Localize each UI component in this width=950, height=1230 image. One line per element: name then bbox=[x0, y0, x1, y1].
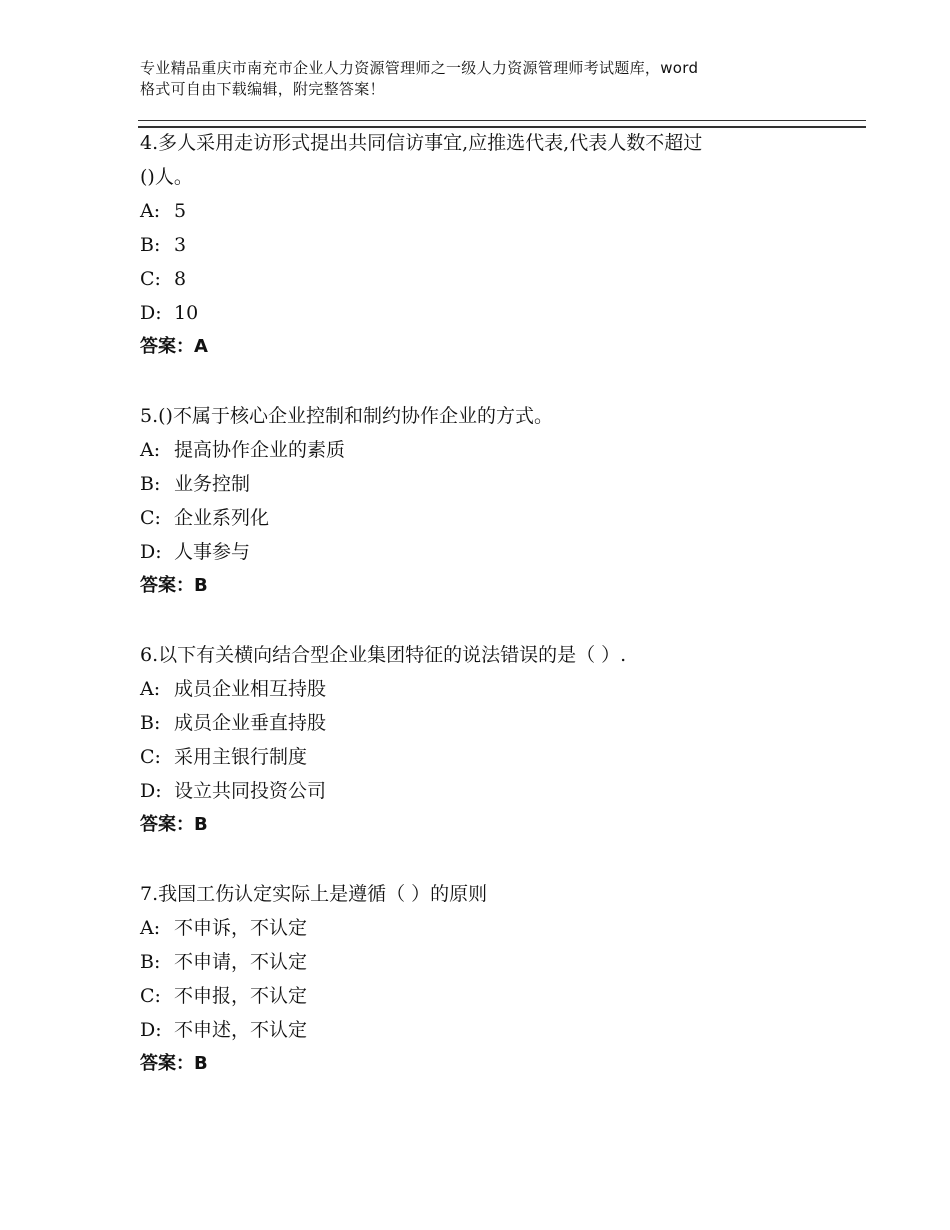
option-d bbox=[140, 774, 840, 808]
option-letter: A: bbox=[140, 917, 161, 939]
question-7 bbox=[140, 877, 840, 1081]
page-header bbox=[140, 58, 840, 100]
option-letter: C: bbox=[140, 268, 161, 290]
option-letter: D: bbox=[140, 1019, 162, 1041]
option-text: 业务控制 bbox=[174, 473, 251, 495]
question-stem bbox=[140, 399, 840, 433]
answer-label: 答案：B bbox=[140, 1053, 208, 1074]
option-letter: C: bbox=[140, 507, 161, 529]
option-letter: D: bbox=[140, 302, 162, 324]
option-letter: B: bbox=[140, 951, 161, 973]
option-text: 设立共同投资公司 bbox=[174, 780, 327, 802]
header-line-1: 专业精品重庆市南充市企业人力资源管理师之一级人力资源管理师考试题库，word bbox=[140, 59, 699, 77]
answer-label: 答案：A bbox=[140, 336, 208, 357]
option-c bbox=[140, 262, 840, 296]
option-d bbox=[140, 296, 840, 330]
question-stem-line-1: 5.()不属于核心企业控制和制约协作企业的方式。 bbox=[140, 405, 553, 427]
question-stem-line-2: ()人。 bbox=[140, 166, 193, 188]
option-text: 成员企业相互持股 bbox=[174, 678, 327, 700]
option-letter: A: bbox=[140, 678, 161, 700]
option-text: 10 bbox=[174, 302, 199, 324]
option-b bbox=[140, 945, 840, 979]
option-c bbox=[140, 979, 840, 1013]
question-stem-line-1: 6.以下有关横向结合型企业集团特征的说法错误的是（ ）. bbox=[140, 644, 627, 666]
option-text: 5 bbox=[174, 200, 187, 222]
option-letter: B: bbox=[140, 712, 161, 734]
option-letter: B: bbox=[140, 473, 161, 495]
option-c bbox=[140, 501, 840, 535]
option-text: 成员企业垂直持股 bbox=[174, 712, 327, 734]
question-6 bbox=[140, 638, 840, 842]
question-stem bbox=[140, 877, 840, 911]
option-text: 不申报，不认定 bbox=[174, 985, 308, 1007]
option-letter: D: bbox=[140, 780, 162, 802]
option-text: 人事参与 bbox=[174, 541, 251, 563]
answer-label: 答案：B bbox=[140, 814, 208, 835]
option-text: 不申请，不认定 bbox=[174, 951, 308, 973]
option-letter: A: bbox=[140, 200, 161, 222]
option-a bbox=[140, 433, 840, 467]
option-text: 8 bbox=[174, 268, 187, 290]
header-line-2: 格式可自由下载编辑，附完整答案！ bbox=[140, 80, 385, 98]
option-letter: A: bbox=[140, 439, 161, 461]
option-d bbox=[140, 535, 840, 569]
option-b bbox=[140, 228, 840, 262]
question-4 bbox=[140, 126, 840, 364]
option-letter: C: bbox=[140, 746, 161, 768]
option-letter: D: bbox=[140, 541, 162, 563]
option-b bbox=[140, 706, 840, 740]
option-text: 企业系列化 bbox=[174, 507, 270, 529]
option-a bbox=[140, 911, 840, 945]
question-stem-line-1: 7.我国工伤认定实际上是遵循（ ）的原则 bbox=[140, 883, 488, 905]
option-text: 不申诉，不认定 bbox=[174, 917, 308, 939]
question-stem-line-1: 4.多人采用走访形式提出共同信访事宜,应推选代表,代表人数不超过 bbox=[140, 132, 703, 154]
question-stem bbox=[140, 126, 840, 194]
option-letter: B: bbox=[140, 234, 161, 256]
option-a bbox=[140, 194, 840, 228]
option-a bbox=[140, 672, 840, 706]
option-d bbox=[140, 1013, 840, 1047]
option-text: 提高协作企业的素质 bbox=[174, 439, 346, 461]
option-c bbox=[140, 740, 840, 774]
question-5 bbox=[140, 399, 840, 603]
option-text: 不申述，不认定 bbox=[174, 1019, 308, 1041]
question-stem bbox=[140, 638, 840, 672]
option-text: 3 bbox=[174, 234, 187, 256]
option-letter: C: bbox=[140, 985, 161, 1007]
option-text: 采用主银行制度 bbox=[174, 746, 308, 768]
option-b bbox=[140, 467, 840, 501]
answer-label: 答案：B bbox=[140, 575, 208, 596]
